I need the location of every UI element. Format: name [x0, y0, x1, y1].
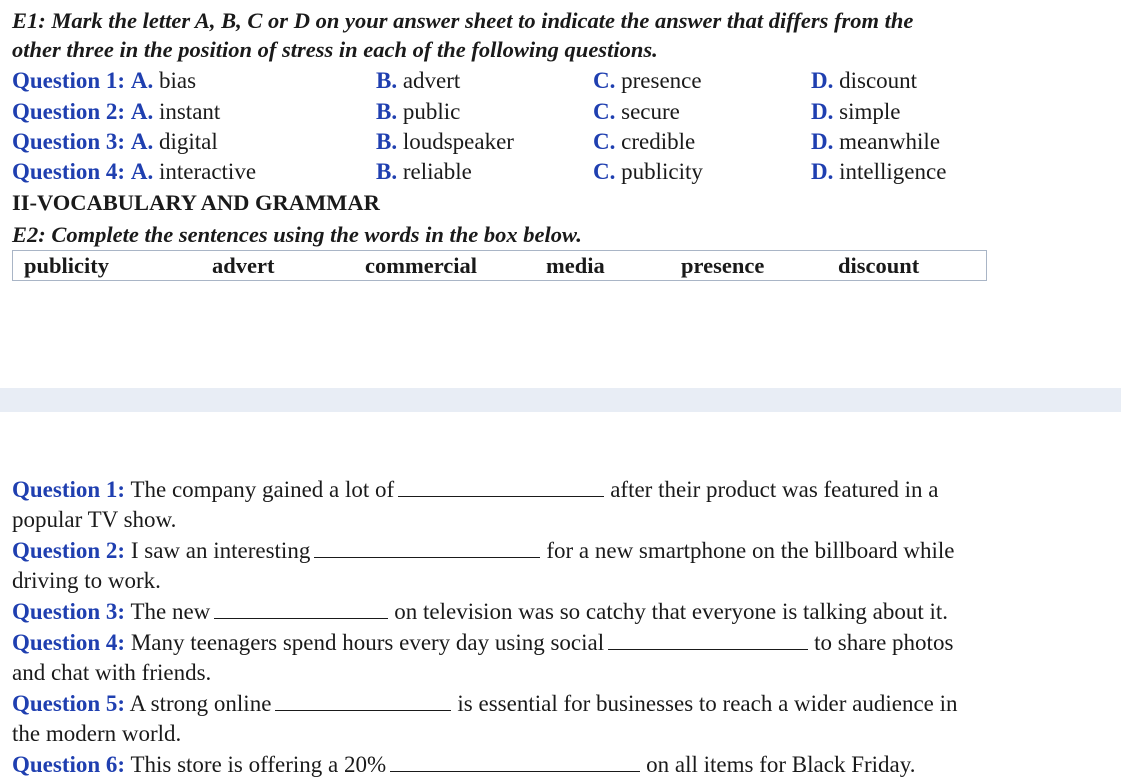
exercise2-question-1: Question 1: The company gained a lot of after their product was featured in a [12, 477, 939, 502]
word-box-item: advert [212, 253, 275, 278]
exercise2-question-5: Question 5: A strong online is essential for businesses to reach a wider audience in [12, 691, 958, 716]
exercise2-instruction: E2: Complete the sentences using the words in the box below. [12, 222, 582, 247]
answer-blank[interactable] [398, 476, 604, 497]
option-a: Question 2: A. instant [12, 99, 221, 124]
word-box-item: publicity [24, 253, 110, 278]
option-a: Question 1: A. bias [12, 68, 197, 93]
question-label: Question 3: [12, 129, 126, 154]
option-a: Question 4: A. interactive [12, 159, 257, 184]
option-c: C. secure [593, 99, 680, 124]
answer-blank[interactable] [390, 751, 640, 772]
option-b: B. advert [376, 68, 461, 93]
word-box-item: presence [681, 253, 765, 278]
document-page-2 [0, 412, 1121, 781]
section-heading: II-VOCABULARY AND GRAMMAR [12, 190, 380, 215]
exercise1-instruction-line2: other three in the position of stress in each of the following questions. [12, 37, 658, 62]
exercise2-question-3: Question 3: The new on television was so catchy that everyone is talking about it. [12, 599, 949, 624]
option-d: D. meanwhile [811, 129, 941, 154]
question-4-continuation: and chat with friends. [12, 660, 212, 685]
option-c: C. publicity [593, 159, 703, 184]
answer-blank[interactable] [275, 690, 451, 711]
question-label: Question 2: [12, 538, 126, 563]
question-label: Question 5: [12, 691, 126, 716]
question-2-continuation: driving to work. [12, 568, 161, 593]
question-1-continuation: popular TV show. [12, 507, 177, 532]
option-c: C. presence [593, 68, 702, 93]
question-5-continuation: the modern world. [12, 721, 182, 746]
question-label: Question 3: [12, 599, 126, 624]
option-d: D. discount [811, 68, 918, 93]
option-d: D. intelligence [811, 159, 947, 184]
document-page-1 [0, 0, 1121, 388]
answer-blank[interactable] [314, 537, 540, 558]
option-b: B. reliable [376, 159, 472, 184]
option-d: D. simple [811, 99, 901, 124]
question-label: Question 6: [12, 752, 126, 777]
option-c: C. credible [593, 129, 696, 154]
option-a: Question 3: A. digital [12, 129, 218, 154]
exercise2-question-6: Question 6: This store is offering a 20% on all items for Black Friday. [12, 752, 916, 777]
exercise2-question-4: Question 4: Many teenagers spend hours every day using social to share photos [12, 630, 954, 655]
exercise2-question-2: Question 2: I saw an interesting for a new smartphone on the billboard while [12, 538, 955, 563]
exercise1-instruction-line1: E1: Mark the letter A, B, C or D on your answer sheet to indicate the answer that differs from the [12, 8, 914, 33]
question-label: Question 1: [12, 68, 126, 93]
option-b: B. public [376, 99, 461, 124]
page-separator [0, 388, 1121, 412]
question-label: Question 4: [12, 630, 126, 655]
question-label: Question 2: [12, 99, 126, 124]
word-box-item: commercial [365, 253, 478, 278]
answer-blank[interactable] [608, 629, 808, 650]
option-b: B. loudspeaker [376, 129, 514, 154]
question-label: Question 1: [12, 477, 126, 502]
question-label: Question 4: [12, 159, 126, 184]
answer-blank[interactable] [214, 598, 388, 619]
word-box-item: media [546, 253, 605, 278]
word-box [12, 250, 987, 281]
word-box-item: discount [838, 253, 920, 278]
